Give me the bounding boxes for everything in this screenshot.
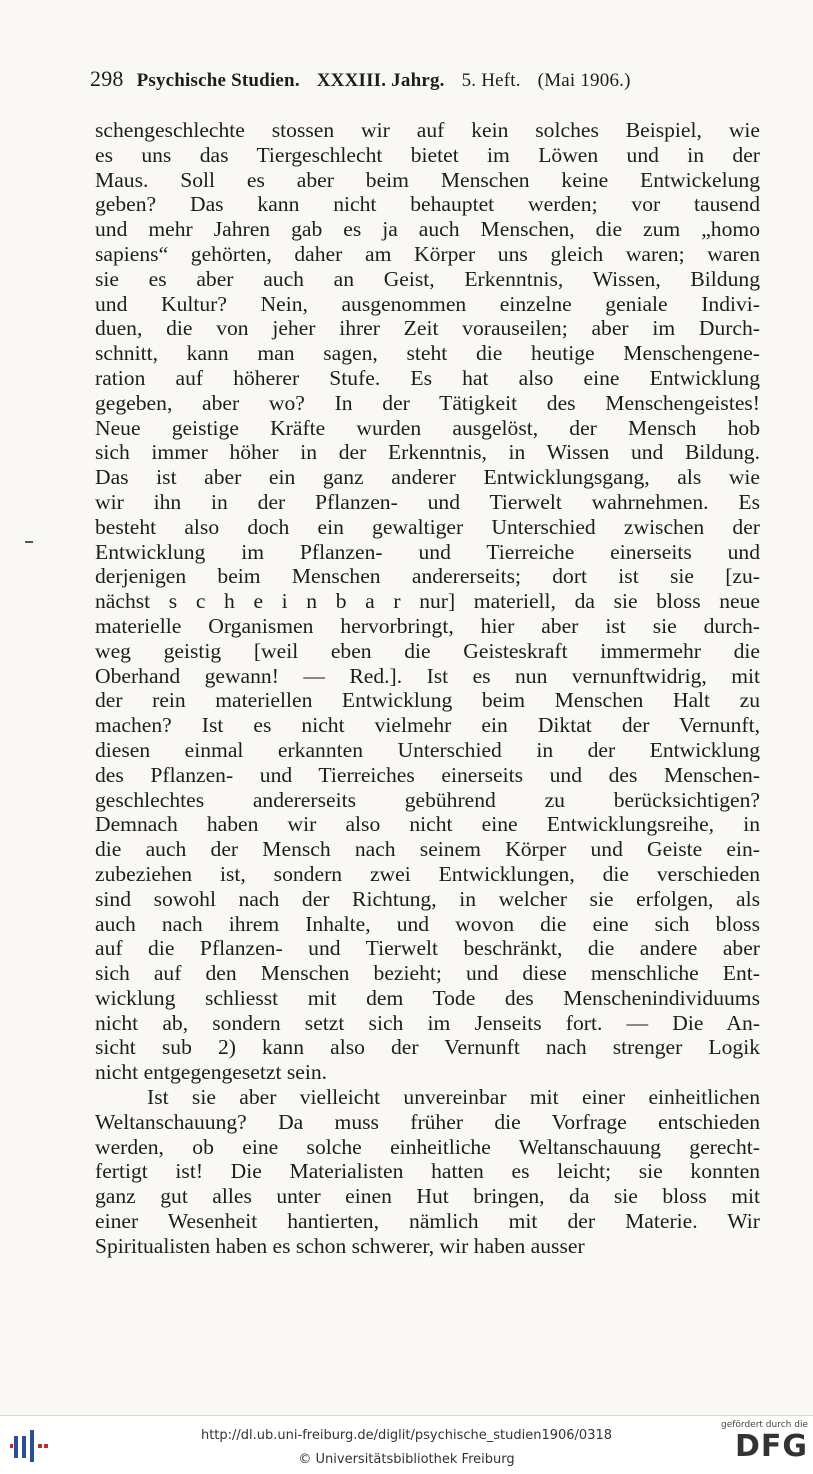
text-line: derjenigen beim Menschen andererseits; dort ist sie [zu- bbox=[95, 564, 760, 589]
source-url-link[interactable]: http://dl.ub.uni-freiburg.de/diglit/psychische_studien1906/0318 bbox=[200, 1428, 613, 1443]
issue: 5. Heft. bbox=[461, 70, 521, 91]
text-line: nicht ab, sondern setzt sich im Jenseits fort. — Die An- bbox=[95, 1010, 760, 1035]
text-line: Ist sie aber vielleicht unvereinbar mit einer einheitlichen bbox=[147, 1085, 760, 1110]
text-line: Spiritualisten haben es schon schwerer, wir haben ausser bbox=[95, 1233, 585, 1258]
text-line: geschlechtes andererseits gebührend zu berücksichtigen? bbox=[95, 787, 760, 812]
viewer-footer bbox=[0, 1415, 813, 1474]
text-line: schengeschlechte stossen wir auf kein solches Beispiel, wie bbox=[95, 118, 760, 142]
text-line: geben? Das kann nicht behauptet werden; vor tausend bbox=[95, 192, 760, 217]
text-line: machen? Ist es nicht vielmehr ein Diktat der Vernunft, bbox=[95, 713, 760, 738]
text-line: Neue geistige Kräfte wurden ausgelöst, der Mensch hob bbox=[95, 415, 760, 440]
running-header bbox=[90, 66, 762, 96]
text-line: und mehr Jahren gab es ja auch Menschen, die zum „homo bbox=[95, 217, 760, 242]
text-line: sie es aber auch an Geist, Erkenntnis, Wissen, Bildung bbox=[95, 266, 760, 291]
text-line: zubeziehen ist, sondern zwei Entwicklungen, die verschieden bbox=[95, 861, 760, 886]
dfg-logo bbox=[716, 1420, 808, 1472]
text-line: besteht also doch ein gewaltiger Unterschied zwischen der bbox=[95, 514, 760, 539]
text-line: ganz gut alles unter einen Hut bringen, da sie bloss mit bbox=[95, 1184, 760, 1209]
text-line: Das ist aber ein ganz anderer Entwicklungsgang, als wie bbox=[95, 465, 760, 490]
text-line: wir ihn in der Pflanzen- und Tierwelt wahrnehmen. Es bbox=[95, 489, 760, 514]
text-line: gegeben, aber wo? In der Tätigkeit des Menschengeistes! bbox=[95, 390, 760, 415]
text-line: sind sowohl nach der Richtung, in welcher sie erfolgen, als bbox=[95, 886, 760, 911]
text-line: sich auf den Menschen bezieht; und diese menschliche Ent- bbox=[95, 961, 760, 986]
text-line: einer Wesenheit hantierten, nämlich mit der Materie. Wir bbox=[95, 1209, 760, 1234]
page-number: 298 bbox=[90, 66, 124, 91]
text-line: wicklung schliesst mit dem Tode des Menschenindividuums bbox=[95, 985, 760, 1010]
body-text bbox=[95, 118, 760, 1259]
text-line: Maus. Soll es aber beim Menschen keine Entwickelung bbox=[95, 167, 760, 192]
text-line: Weltanschauung? Da muss früher die Vorfrage entschieden bbox=[95, 1109, 760, 1134]
text-line: diesen einmal erkannten Unterschied in der Entwicklung bbox=[95, 737, 760, 762]
text-line: weg geistig [weil eben die Geisteskraft immermehr die bbox=[95, 638, 760, 663]
text-line: Entwicklung im Pflanzen- und Tierreiche einerseits und bbox=[95, 539, 760, 564]
funder-caption: gefördert durch die bbox=[721, 1420, 808, 1430]
dfg-logo-text: DFG bbox=[734, 1429, 808, 1464]
text-line: werden, ob eine solche einheitliche Weltanschauung gerecht- bbox=[95, 1134, 760, 1159]
text-line: der rein materiellen Entwicklung beim Menschen Halt zu bbox=[95, 688, 760, 713]
copyright-notice: © Universitätsbibliothek Freiburg bbox=[298, 1452, 515, 1467]
text-line: schnitt, kann man sagen, steht die heutige Menschengene- bbox=[95, 341, 760, 366]
text-line: des Pflanzen- und Tierreiches einerseits und des Menschen- bbox=[95, 762, 760, 787]
text-line: sich immer höher in der Erkenntnis, in Wissen und Bildung. bbox=[95, 440, 760, 465]
text-line: sapiens“ gehörten, daher am Körper uns gleich waren; waren bbox=[95, 241, 760, 266]
text-line: Oberhand gewann! — Red.]. Ist es nun vernunftwidrig, mit bbox=[95, 663, 760, 688]
text-line: nicht entgegengesetzt sein. bbox=[95, 1060, 328, 1085]
text-line: auf die Pflanzen- und Tierwelt beschränkt, die andere aber bbox=[95, 936, 760, 961]
text-line: Demnach haben wir also nicht eine Entwicklungsreihe, in bbox=[95, 812, 760, 837]
text-line: ration auf höherer Stufe. Es hat also eine Entwicklung bbox=[95, 365, 760, 390]
text-line: nächst s c h e i n b a r nur] materiell, da sie bloss neue bbox=[95, 589, 760, 614]
volume: XXXIII. Jahrg. bbox=[316, 70, 445, 91]
text-line: fertigt ist! Die Materialisten hatten es leicht; sie konnten bbox=[95, 1159, 760, 1184]
text-line: es uns das Tiergeschlecht bietet im Löwen und in der bbox=[95, 142, 760, 167]
text-line: auch nach ihrem Inhalte, und wovon die eine sich bloss bbox=[95, 911, 760, 936]
text-line: und Kultur? Nein, ausgenommen einzelne geniale Indivi- bbox=[95, 291, 760, 316]
journal-title: Psychische Studien. bbox=[136, 70, 300, 91]
text-line: sicht sub 2) kann also der Vernunft nach strenger Logik bbox=[95, 1035, 760, 1060]
text-line: die auch der Mensch nach seinem Körper und Geiste ein- bbox=[95, 837, 760, 862]
margin-mark bbox=[25, 541, 33, 543]
issue-date: (Mai 1906.) bbox=[537, 70, 631, 91]
text-line: materielle Organismen hervorbringt, hier aber ist sie durch- bbox=[95, 613, 760, 638]
text-line: duen, die von jeher ihrer Zeit vorauseilen; aber im Durch- bbox=[95, 316, 760, 341]
